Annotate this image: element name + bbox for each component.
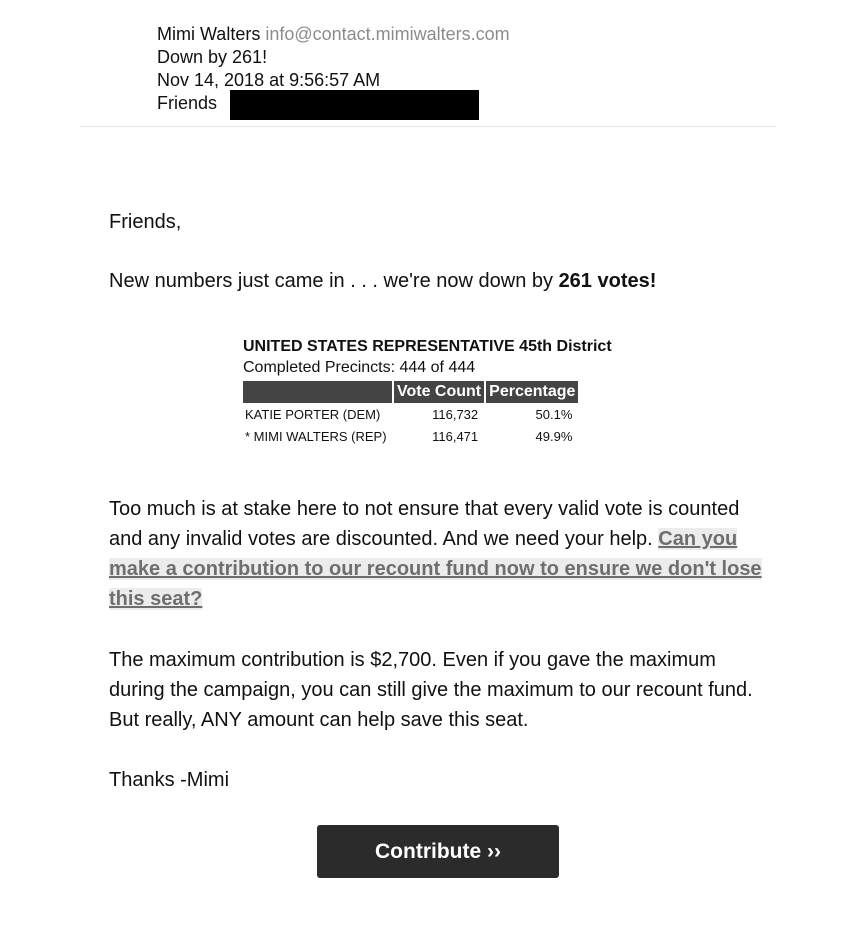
sender-email[interactable]: info@contact.mimiwalters.com xyxy=(265,24,510,44)
candidate-name: * MIMI WALTERS (REP) xyxy=(245,428,387,444)
election-results xyxy=(243,337,612,447)
vote-percentage: 50.1% xyxy=(535,406,573,422)
intro-text: New numbers just came in . . . we're now down by xyxy=(109,270,559,292)
results-title: UNITED STATES REPRESENTATIVE 45th District xyxy=(243,338,612,355)
greeting: Friends, xyxy=(109,211,182,233)
intro-paragraph xyxy=(109,266,769,296)
results-table xyxy=(243,381,578,447)
date-value: Nov 14, 2018 at 9:56:57 AM xyxy=(157,70,381,90)
redaction-bar xyxy=(230,90,479,120)
vote-count: 116,471 xyxy=(432,428,479,444)
results-header-pct: Percentage xyxy=(484,381,578,403)
results-header-row xyxy=(243,381,578,403)
results-subtitle: Completed Precincts: 444 of 444 xyxy=(243,359,476,376)
appeal-paragraph xyxy=(109,494,769,614)
results-header-votes: Vote Count xyxy=(392,381,484,403)
to-value: Friends xyxy=(157,93,218,113)
candidate-name: KATIE PORTER (DEM) xyxy=(245,406,381,422)
header-divider xyxy=(80,126,776,127)
intro-bold: 261 votes! xyxy=(558,270,657,292)
from-value xyxy=(157,22,510,46)
vote-percentage: 49.9% xyxy=(535,428,573,444)
sender-name: Mimi Walters xyxy=(157,24,261,44)
maximum-paragraph: The maximum contribution is $2,700. Even if you gave the maximum during the campaign, you can still give the maximum to our recount fund. But really, ANY amount can help save this seat. xyxy=(109,649,753,731)
table-row xyxy=(243,403,578,425)
subject-value: Down by 261! xyxy=(157,47,268,67)
contribute-button[interactable]: Contribute ›› xyxy=(317,825,559,878)
contribution-link[interactable]: Can you make a contribution to our recount fund now to ensure we don't lose this seat? xyxy=(109,528,762,610)
vote-count: 116,732 xyxy=(432,406,479,422)
results-header-blank xyxy=(243,381,392,403)
table-row xyxy=(243,425,578,447)
signoff: Thanks -Mimi xyxy=(109,769,230,791)
appeal-text: Too much is at stake here to not ensure that every valid vote is counted and any invalid votes are discounted. And we need your help. xyxy=(109,498,740,550)
